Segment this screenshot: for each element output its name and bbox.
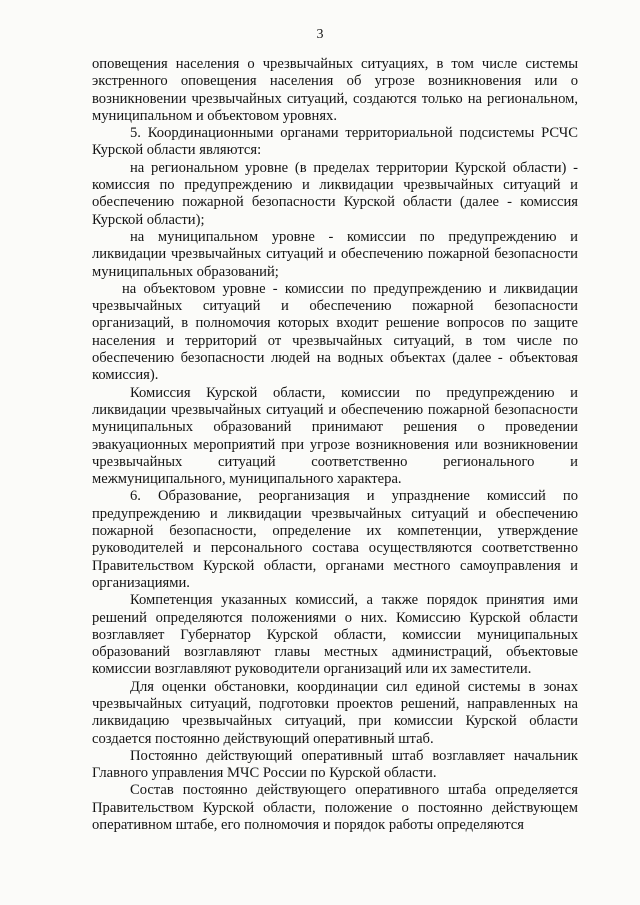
paragraph-regional-level: на региональном уровне (в пределах территории Курской области) - комиссия по предупреждению и ликвидации чрезвычайных ситуаций и обеспечению пожарной безопасности Курской области (далее - комиссия Курской области); bbox=[92, 159, 578, 228]
paragraph-item-6: 6. Образование, реорганизация и упразднение комиссий по предупреждению и ликвидации чрезвычайных ситуаций и обеспечению пожарной безопасности, определение их компетенции, утверждение руководителей и персонального состава осуществляются соответственно Правительством Курской области, органами местного самоуправления и организациями. bbox=[92, 488, 578, 591]
paragraph-object-level: на объектовом уровне - комиссии по предупреждению и ликвидации чрезвычайных ситуаций и обеспечению пожарной безопасности организаций, в полномочия которых входит решение вопросов по защите населения и территорий от чрезвычайных ситуаций, в том числе по обеспечению безопасности людей на водных объектах (далее - объектовая комиссия). bbox=[92, 280, 578, 384]
paragraph-evacuation-decisions: Комиссия Курской области, комиссии по предупреждению и ликвидации чрезвычайных ситуаций и обеспечению пожарной безопасности муниципальных образований принимают решения о проведении эвакуационных мероприятий при угрозе возникновения или возникновении чрезвычайных ситуаций соответственно регионального и межмуниципального, муниципального характера. bbox=[92, 384, 578, 488]
paragraph-staff-composition: Состав постоянно действующего оперативного штаба определяется Правительством Курской области, положение о постоянно действующем оперативном штабе, его полномочия и порядок работы определяются bbox=[92, 782, 578, 834]
document-body bbox=[92, 56, 578, 834]
paragraph-operational-staff: Для оценки обстановки, координации сил единой системы в зонах чрезвычайных ситуаций, подготовки проектов решений, направленных на ликвидацию чрезвычайных ситуаций, при комиссии Курской области создается постоянно действующий оперативный штаб. bbox=[92, 678, 578, 747]
paragraph-staff-head: Постоянно действующий оперативный штаб возглавляет начальник Главного управления МЧС России по Курской области. bbox=[92, 747, 578, 782]
page-number: 3 bbox=[316, 27, 324, 42]
paragraph-municipal-level: на муниципальном уровне - комиссии по предупреждению и ликвидации чрезвычайных ситуаций и обеспечению пожарной безопасности муниципальных образований; bbox=[92, 228, 578, 280]
paragraph-item-5: 5. Координационными органами территориальной подсистемы РСЧС Курской области являются: bbox=[92, 125, 578, 159]
paragraph-continuation: оповещения населения о чрезвычайных ситуациях, в том числе системы экстренного оповещения населения об угрозе возникновения или о возникновении чрезвычайных ситуаций, создаются только на региональном, муниципальном и объектовом уровнях. bbox=[92, 56, 578, 124]
paragraph-competence: Компетенция указанных комиссий, а также порядок принятия ими решений определяются положениями о них. Комиссию Курской области возглавляет Губернатор Курской области, комиссии муниципальных образований возглавляют главы местных администраций, объектовые комиссии возглавляют руководители организаций или их заместители. bbox=[92, 592, 578, 678]
